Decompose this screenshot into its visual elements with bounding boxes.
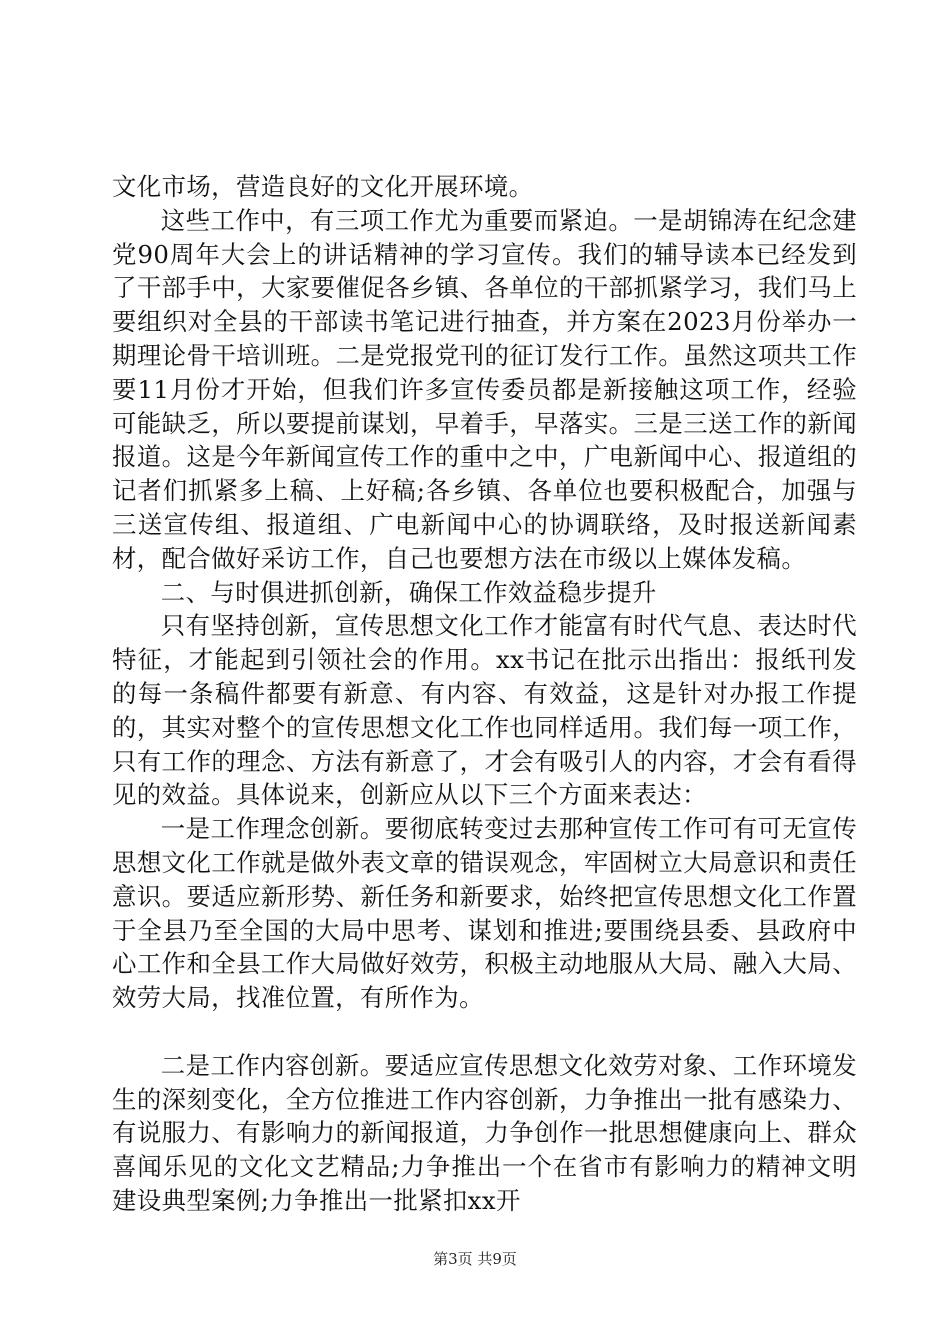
paragraph-2: 这些工作中，有三项工作尤为重要而紧迫。一是胡锦涛在纪念建党90周年大会上的讲话精神的学习宣传。我们的辅导读本已经发到了干部手中，大家要催促各乡镇、各单位的干部抓紧学习，我们马上要组织对全县的干部读书笔记进行抽查，并方案在2023月份举办一期理论骨干培训班。二是党报党刊的征订发行工作。虽然这项共工作要11月份才开始，但我们许多宣传委员都是新接触这项工作，经验可能缺乏，所以要提前谋划，早着手，早落实。三是三送工作的新闻报道。这是今年新闻宣传工作的重中之中，广电新闻中心、报道组的记者们抓紧多上稿、上好稿;各乡镇、各单位也要积极配合，加强与三送宣传组、报道组、广电新闻中心的协调联络，及时报送新闻素材，配合做好采访工作，自己也要想方法在市级以上媒体发稿。 [112,205,857,573]
paragraph-3: 只有坚持创新，宣传思想文化工作才能富有时代气息、表达时代特征，才能起到引领社会的作用。xx书记在批示出指出：报纸刊发的每一条稿件都要有新意、有内容、有效益，这是针对办报工作提的，其实对整个的宣传思想文化工作也同样适用。我们每一项工作，只有工作的理念、方法有新意了，才会有吸引人的内容，才会有看得见的效益。具体说来，创新应从以下三个方面来表达： [112,611,857,810]
page-footer: 第3页 共9页 [433,1250,517,1268]
document-body [112,170,857,1218]
paragraph-4: 一是工作理念创新。要彻底转变过去那种宣传工作可有可无宣传思想文化工作就是做外表文章的错误观念，牢固树立大局意识和责任意识。要适应新形势、新任务和新要求，始终把宣传思想文化工作置于全县乃至全国的大局中思考、谋划和推进;要围绕县委、县政府中心工作和全县工作大局做好效劳，积极主动地服从大局、融入大局、效劳大局，找准位置，有所作为。 [112,814,857,1013]
section-heading: 二、与时俱进抓创新，确保工作效益稳步提升 [160,577,657,607]
paragraph-1: 文化市场，营造良好的文化开展环境。 [112,172,534,201]
paragraph-5: 二是工作内容创新。要适应宣传思想文化效劳对象、工作环境发生的深刻变化，全方位推进工作内容创新，力争推出一批有感染力、有说服力、有影响力的新闻报道，力争创作一批思想健康向上、群众喜闻乐见的文化文艺精品;力争推出一个在省市有影响力的精神文明建设典型案例;力争推出一批紧扣xx开 [112,1050,857,1215]
